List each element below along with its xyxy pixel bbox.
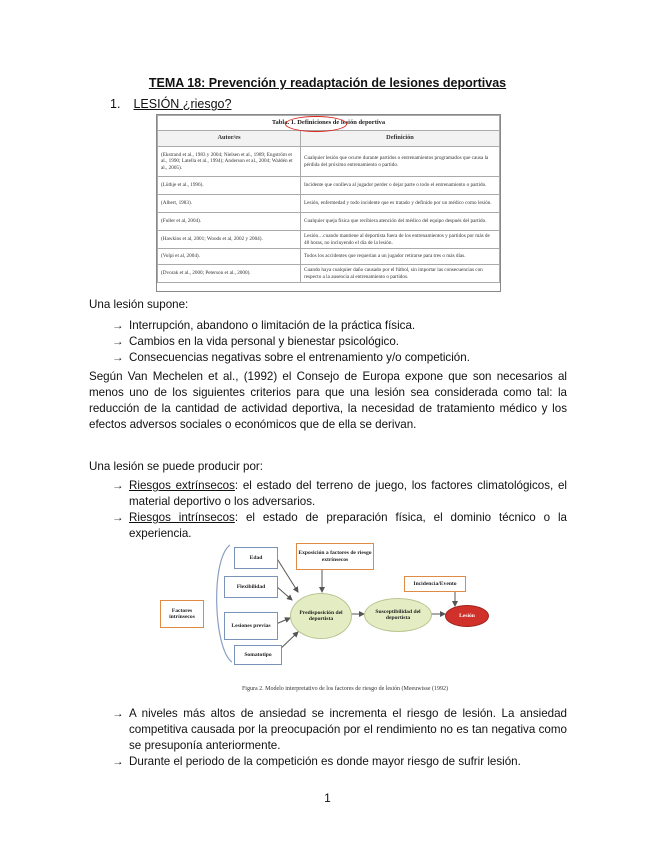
table-row: (Ekstrand et al., 1983 y 2004; Nielsen et al., 1989; Engström et al., 1990; Latella et al., 1994); Anderson et al., 2004; Waldén et al., 2005). Cualquier lesión que ocurre durante partidos o entrenamientos programados que causa la pérdida del próximo entrenamiento o partido. bbox=[158, 147, 500, 177]
section-label: LESIÓN ¿riesgo? bbox=[133, 97, 232, 111]
list-item: → Riesgos extrínsecos: el estado del terreno de juego, los factores climatológicos, el material deportivo o los adversarios. bbox=[112, 479, 568, 508]
list-item: → A niveles más altos de ansiedad se incrementa el riesgo de lesión. La ansiedad competitiva causada por la preocupación por el rendimiento no es tan negativa como se presuponía anteriormente. bbox=[112, 707, 567, 752]
ellipse-susceptibilidad: Susceptibilidad del deportista bbox=[364, 598, 432, 632]
injury-definitions-table bbox=[156, 114, 501, 292]
list-item: → Cambios en la vida personal y bienestar psicológico. bbox=[112, 335, 400, 348]
table-row: (Dvorak et al., 2000; Peterson et al., 2000). Cuando haya cualquier daño causado por el fútbol, sin importar las consecuencias con respecto a la ausencia al entrenamiento o partidos. bbox=[158, 265, 500, 283]
list-item: → Interrupción, abandono o limitación de la práctica física. bbox=[112, 319, 416, 332]
highlight-circle bbox=[285, 116, 347, 132]
list-item: → Durante el periodo de la competición es donde mayor riesgo de sufrir lesión. bbox=[112, 755, 521, 768]
page-number: 1 bbox=[324, 791, 331, 805]
term-intrinsecos: Riesgos intrínsecos bbox=[129, 511, 235, 524]
table-header-definition: Definición bbox=[301, 131, 500, 147]
box-edad: Edad bbox=[234, 547, 278, 569]
table-row: (Albert, 1983). Lesión, enfermedad y todo incidente que es tratado y definido por un médico como lesión. bbox=[158, 195, 500, 213]
figure-caption: Figura 2. Modelo interpretativo de los factores de riesgo de lesión (Meeuwisse (1992) bbox=[241, 686, 449, 692]
section-number: 1. bbox=[110, 97, 121, 111]
table-row: (Hawkins et al, 2001; Woods et al, 2002 y 2004). Lesión…cuando mantiene al deportista fuera de los entrenamientos y partidos por más de 48 horas, no incluyendo el día de la lesión. bbox=[158, 231, 500, 249]
box-incidencia: Incidencia/Evento bbox=[404, 576, 466, 592]
intro-supone: Una lesión supone: bbox=[89, 298, 189, 311]
paragraph-van-mechelen: Según Van Mechelen et al., (1992) el Consejo de Europa expone que son necesarios al menos uno de los siguientes criterios para que una lesión sea considerada como tal: la reducción de la cantidad de actividad deportiva, la necesidad de tratamiento médico y los efectos adversos sociales o económicos que de ella se derivan. bbox=[89, 370, 567, 431]
risk-model-figure bbox=[150, 540, 495, 700]
ellipse-predisposicion: Predisposición del deportista bbox=[290, 593, 352, 639]
section-heading bbox=[110, 97, 231, 111]
list-item: → Consecuencias negativas sobre el entrenamiento y/o competición. bbox=[112, 351, 470, 364]
brace-line bbox=[217, 545, 232, 662]
table-caption: Tabla. 1. Definiciones de lesión deportiva bbox=[158, 116, 500, 131]
table-row: (Fuller et al, 2004). Cualquier queja física que recibiera atención del médico del equipo después del partido. bbox=[158, 213, 500, 231]
table-row: (Lüthje et al., 1996). Incidente que conlleva al jugador perder o dejar parte o todo el entrenamiento o partido. bbox=[158, 177, 500, 195]
intro-producir: Una lesión se puede producir por: bbox=[89, 460, 264, 473]
ellipse-lesion: Lesión bbox=[445, 605, 489, 627]
document-title: TEMA 18: Prevención y readaptación de lesiones deportivas bbox=[148, 76, 507, 90]
term-extrinsecos: Riesgos extrínsecos bbox=[129, 479, 235, 492]
box-somatotipo: Somatotipo bbox=[234, 645, 282, 665]
box-exposicion: Exposición a factores de riesgo extrínsecos bbox=[296, 543, 374, 570]
box-lesiones-previas: Lesiones previas bbox=[224, 612, 278, 640]
list-item: → Riesgos intrínsecos: el estado de preparación física, el dominio técnico o la experiencia. bbox=[112, 511, 567, 540]
table-header-author: Autor/es bbox=[158, 131, 301, 147]
box-flexibilidad: Flexibilidad bbox=[224, 576, 278, 598]
box-factores-intrinsecos: Factores intrínsecos bbox=[160, 600, 204, 628]
table-row: (Volpi et al, 2004). Todos los accidentes que requerían a un jugador retirarse para tres o más días. bbox=[158, 249, 500, 265]
